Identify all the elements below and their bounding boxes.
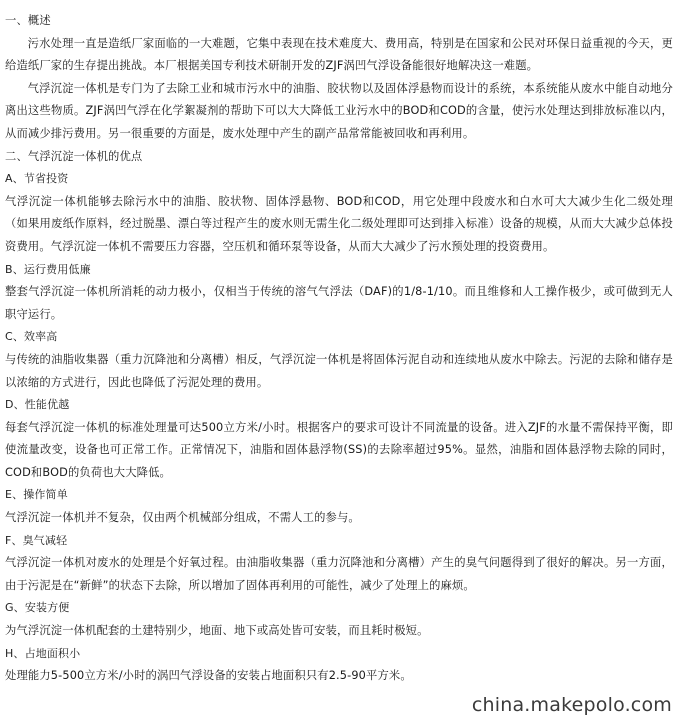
advantage-text-e: 气浮沉淀一体机并不复杂，仅由两个机械部分组成，不需人工的参与。: [5, 511, 360, 525]
advantage-text-h: 处理能力5-500立方米/小时的涡凹气浮设备的安装占地面积只有2.5-90平方米。: [5, 669, 412, 683]
site-watermark: china.makepolo.com: [471, 694, 672, 716]
section-overview-title: 一、概述: [5, 14, 51, 27]
advantage-heading-e: E、操作简单: [5, 488, 68, 502]
advantage-heading-d: D、性能优越: [5, 398, 70, 412]
advantage-heading-g: G、安装方便: [5, 601, 70, 615]
document-body: [5, 10, 673, 688]
advantage-text-f: 气浮沉淀一体机对废水的处理是个好氧过程。由油脂收集器（重力沉降池和分离槽）产生的臭气问题得到了很好的解决。另一方面，由于污泥是在“新鲜”的状态下去除，所以增加了固体再利用的可能性，减少了处理上的麻烦。: [5, 556, 673, 592]
advantage-heading-h: H、占地面积小: [5, 646, 81, 660]
advantage-text-d: 每套气浮沉淀一体机的标准处理量可达500立方米/小时。根据客户的要求可设计不同流量的设备。进入ZJF的水量不需保持平衡，即使流量改变，设备也可正常工作。正常情况下，油脂和固体悬浮物(SS)的去除率超过95%。显然，油脂和固体悬浮物去除的同时，COD和BOD的负荷也大大降低。: [5, 420, 673, 479]
advantage-text-b: 整套气浮沉淀一体机所消耗的动力极小，仅相当于传统的溶气气浮法（DAF)的1/8-1/10。而且维修和人工操作极少，或可做到无人职守运行。: [5, 285, 673, 321]
overview-paragraph-2: 气浮沉淀一体机是专门为了去除工业和城市污水中的油脂、胶状物以及固体浮悬物而设计的系统，本系统能从废水中能自动地分离出这些物质。ZJF涡凹气浮在化学絮凝剂的帮助下可以大大降低工业污水中的BOD和COD的含量，使污水处理达到排放标准以内，从而减少排污费用。另一很重要的方面是，废水处理中产生的副产品常常能被回收和再利用。: [5, 81, 673, 140]
advantage-heading-a: A、节省投资: [5, 172, 69, 186]
advantage-heading-c: C、效率高: [5, 330, 58, 344]
advantage-heading-f: F、臭气减轻: [5, 533, 68, 547]
advantage-text-a: 气浮沉淀一体机能够去除污水中的油脂、胶状物、固体浮悬物、BOD和COD，用它处理中段废水和白水可大大减少生化二级处理（如果用废纸作原料，经过脱墨、漂白等过程产生的废水则无需生化二级处理即可达到排入标准）设备的规模，从而大大减少总体投资费用。气浮沉淀一体机不需要压力容器，空压机和循环泵等设备，从而大大减少了污水预处理的投资费用。: [5, 194, 673, 253]
overview-paragraph-1: 污水处理一直是造纸厂家面临的一大难题，它集中表现在技术难度大、费用高，特别是在国家和公民对环保日益重视的今天，更给造纸厂家的生存提出挑战。本厂根据美国专利技术研制开发的ZJF涡凹气浮设备能很好地解决这一难题。: [5, 36, 673, 73]
advantage-text-c: 与传统的油脂收集器（重力沉降池和分离槽）相反，气浮沉淀一体机是将固体污泥自动和连续地从废水中除去。污泥的去除和储存是以浓缩的方式进行，因此也降低了污泥处理的费用。: [5, 352, 673, 389]
advantage-heading-b: B、运行费用低廉: [5, 262, 91, 276]
advantage-text-g: 为气浮沉淀一体机配套的土建特别少，地面、地下或高处皆可安装，而且耗时极短。: [5, 624, 429, 638]
section-advantages-title: 二、气浮沉淀一体机的优点: [5, 149, 143, 163]
